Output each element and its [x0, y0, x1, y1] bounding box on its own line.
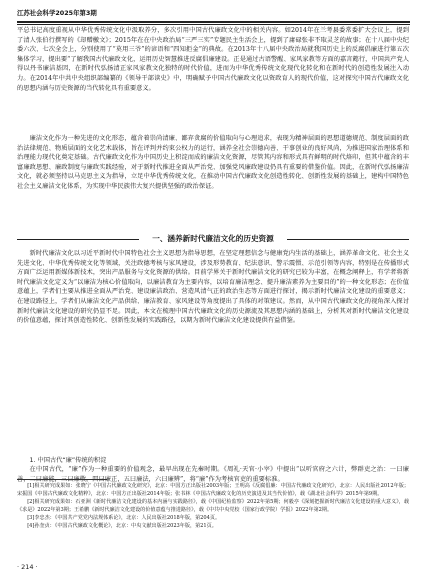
header-rule-thin [17, 24, 410, 25]
body-paragraph-3: 新时代廉洁文化以习近平新时代中国特色社会主义思想为指导思想，在坚定理想信念与健康党内生活的基础上，涵养革命文化、社会主义先进文化、中华优秀传统文化等领域，关注政德考核与家风建设，涉及形势教育、纪法意识、警示震慑、示范引领等内容，特别是在传播形式方面广泛运用新媒体新技术，突出产品服务与文化资源的供给。目前学界关于新时代廉洁文化的研究已较为丰富，在概念阐释上，有学者将新时代廉洁文化定义为“以廉洁为核心价值取向，以廉洁教育为主要内容，以培育廉洁理念、提升廉洁素养为主要目的”的一种文化形态；在价值意蕴上，学者们主要从推进全面从严治党、建设廉洁政治、营造风清气正的政治生态等方面进行探讨，揭示新时代廉洁文化建设的重要意义；在建设路径上，学者们从廉洁文化产品供给、廉洁教育、家风建设等角度提出了具体的对策建议。然而，从中国古代廉政文化的视角深入探讨新时代廉洁文化建设的研究仍显不足。因此，本文在梳理中国古代廉政文化的历史源流及其思想内涵的基础上，分析其对新时代廉洁文化建设的价值意蕴，探讨其创造性转化、创新性发展的实践路径，以期为新时代廉洁文化建设提供有益借鉴。 [17, 250, 409, 325]
body-paragraph-4: 在中国古代，“廉”作为一种重要的价值观念，最早出现在先秦时期。《周礼·天官·小宰》中提出“以听官府之六计，弊群吏之治：一曰廉善，二曰廉能，三曰廉敬，四曰廉正，五曰廉法，六曰廉辨”，将“廉”作为考核官吏的重要标准。 [17, 466, 409, 483]
section-heading [17, 232, 409, 246]
header-rule [17, 21, 410, 23]
section-title: 一、涵养新时代廉洁文化的历史资源 [152, 234, 274, 243]
body-paragraph-2: 廉洁文化作为一种先进的文化形态，蕴含着崇尚清廉、鄙弃贪腐的价值取向与心理追求，表现为精神层面的思想道德规范、制度层面的政治法律规范、物质层面的文化艺术载体，旨在评判并约束公权力的运行，涵养全社会崇德向善、干事创业的良好风尚，为推进国家治理体系和治理能力现代化奠定基础。古代廉政文化作为中国历史上积淀而成的廉洁文化资源，尽管其内容和形式具有鲜明的时代烙印，但其中蕴含的丰富廉政思想、廉政制度与廉政实践经验，对于新时代推进全面从严治党、加强党风廉政建设仍具有重要的借鉴价值。因此，在新时代弘扬廉洁文化，就必须坚持以马克思主义为指导，立足中华优秀传统文化，在推动中国古代廉政文化创造性转化、创新性发展的基础上，建构中国特色社会主义廉洁文化体系，为实现中华民族伟大复兴提供坚强的政治保证。 [17, 135, 409, 190]
page-number: · 214 · [17, 563, 38, 571]
body-paragraph-1: 平总书记高度重视从中华优秀传统文化中汲取养分，多次引用中国古代廉政文化中的相关内容。如2014年在兰考县委常委扩大会议上，提到了清人张伯行撰写的《却赠檄文》；2015年在在中央政治局“三严三实”专题民主生活会上，提到了庸碌张非不取灵芝的故事；在十八届中央纪委六次、七次全会上，分别使用了“莫用三爷”的谚语和“四知拒金”的典故。在2013年十八届中央政治局就我国历史上的反腐倡廉进行第五次集体学习，提出要“了解我国古代廉政文化，运用历史智慧推进反腐倡廉建设。正是通过古语警醒、家风家教等方面的嘉言懿行，中国共产党人得以丹书廉洁基因，在新时代弘扬清正家风家教文化独特的时代价值，进而为中华优秀传统文化现代化转化和在新时代的创造性发展注入动力。在2014年中共中央组织部编纂的《领导干部读史》中，明确赋予中国古代廉政文化以资政育人的现代价值，这对探究中国古代廉政文化的思想内涵与历史资源的当代转化具有重要意义。 [17, 27, 409, 92]
subsection-heading: 1. 中国古代“廉”传统的积淀 [29, 457, 107, 464]
journal-title: 江苏社会科学2025年第3期 [17, 9, 97, 17]
footnotes [17, 482, 409, 531]
footnote-1: [1]相关研究成果如：张晓宁《中国古代廉政文化研究》，北京：中国方正出版社2003年版；王明高《反腐倡廉：中国古代廉政文化研究》，北京：人民出版社2012年版；宋振国《中国古代廉政文化精粹》，北京：中国方正出版社2014年版；张书林《中国古代廉政文化的历史演进及其当代价值》，载《湖北社会科学》2015年第9期。 [17, 483, 409, 498]
running-header [17, 8, 410, 22]
footnote-2: [2]相关研究成果如：石亚洲《新时代廉洁文化建设的基本内涵与实践路径》，载《中国纪检监察》2022年第5期；何毅亭《深刻把握新时代廉洁文化建设的重大意义》，载《求是》2022年第3期；王希鹏《新时代廉洁文化建设的价值意蕴与推进路径》，载《中共中央党校（国家行政学院）学报》2022年第2期。 [17, 499, 409, 514]
footnote-rule [17, 479, 107, 480]
footnote-4: [4]孙奎贞：《中国古代廉政文化概论》，北京：中央文献出版社2023年版，第21页。 [27, 523, 217, 530]
footnote-3: [3]李忠杰：《中国共产党党内法规体系论》，北京：人民出版社2018年版，第204页。 [27, 515, 221, 522]
